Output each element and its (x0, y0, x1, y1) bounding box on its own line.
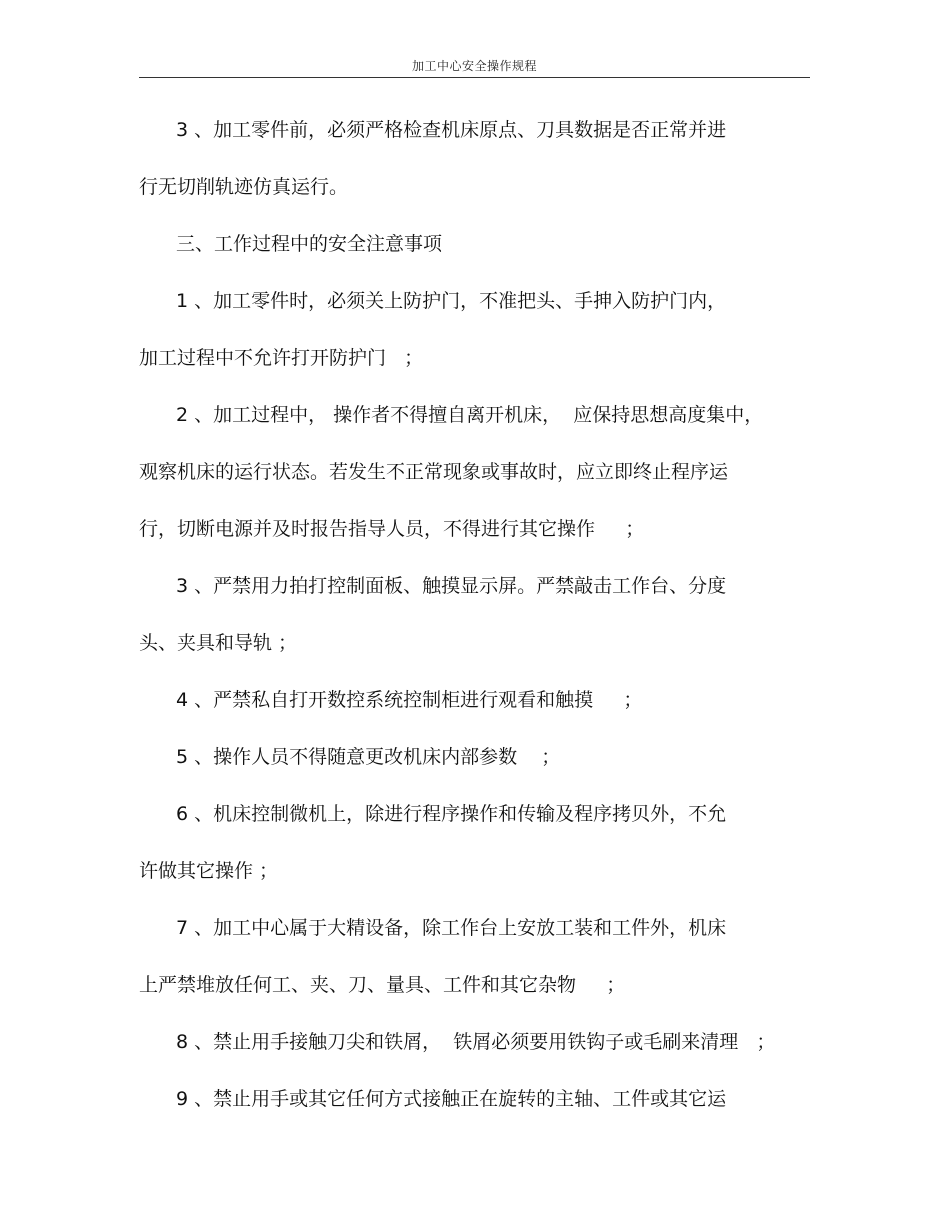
header-divider (139, 77, 810, 78)
text-line-10: 头、夹具和导轨 ； (139, 632, 298, 654)
text-line-7: 观察机床的运行状态。若发生不正常现象或事故时，应立即终止程序运 (139, 461, 729, 483)
text-line-4: 1 、加工零件时，必须关上防护门，不准把头、手抻入防护门内， (176, 290, 727, 312)
text-line-2: 行无切削轨迹仿真运行。 (139, 176, 349, 198)
text-line-1: 3 、加工零件前，必须严格检查机床原点、刀具数据是否正常并进 (176, 119, 727, 141)
text-line-12: 5 、操作人员不得随意更改机床内部参数 ； (176, 746, 561, 768)
text-line-16: 上严禁堆放任何工、夹、刀、量具、工件和其它杂物 ； (139, 974, 626, 996)
page-header-title: 加工中心安全操作规程 (411, 59, 537, 73)
text-line-14: 许做其它操作 ； (139, 860, 279, 882)
text-line-5: 加工过程中不允许打开防护门 ； (139, 347, 424, 369)
text-line-17: 8 、禁止用手接触刀尖和铁屑， 铁屑必须要用铁钩子或毛刷来清理 ； (176, 1031, 776, 1053)
text-line-15: 7 、加工中心属于大精设备，除工作台上安放工装和工件外，机床 (176, 917, 727, 939)
section-heading: 三、工作过程中的安全注意事项 (176, 233, 443, 255)
text-line-13: 6 、机床控制微机上，除进行程序操作和传输及程序拷贝外，不允 (176, 803, 727, 825)
text-line-6: 2 、加工过程中， 操作者不得擅自离开机床， 应保持思想高度集中， (176, 404, 764, 426)
text-line-8: 行，切断电源并及时报告指导人员，不得进行其它操作 ； (139, 518, 645, 540)
text-line-9: 3 、严禁用力拍打控制面板、触摸显示屏。严禁敲击工作台、分度 (176, 575, 727, 597)
text-line-18: 9 、禁止用手或其它任何方式接触正在旋转的主轴、工件或其它运 (176, 1088, 727, 1110)
text-line-11: 4 、严禁私自打开数控系统控制柜进行观看和触摸 ； (176, 689, 643, 711)
